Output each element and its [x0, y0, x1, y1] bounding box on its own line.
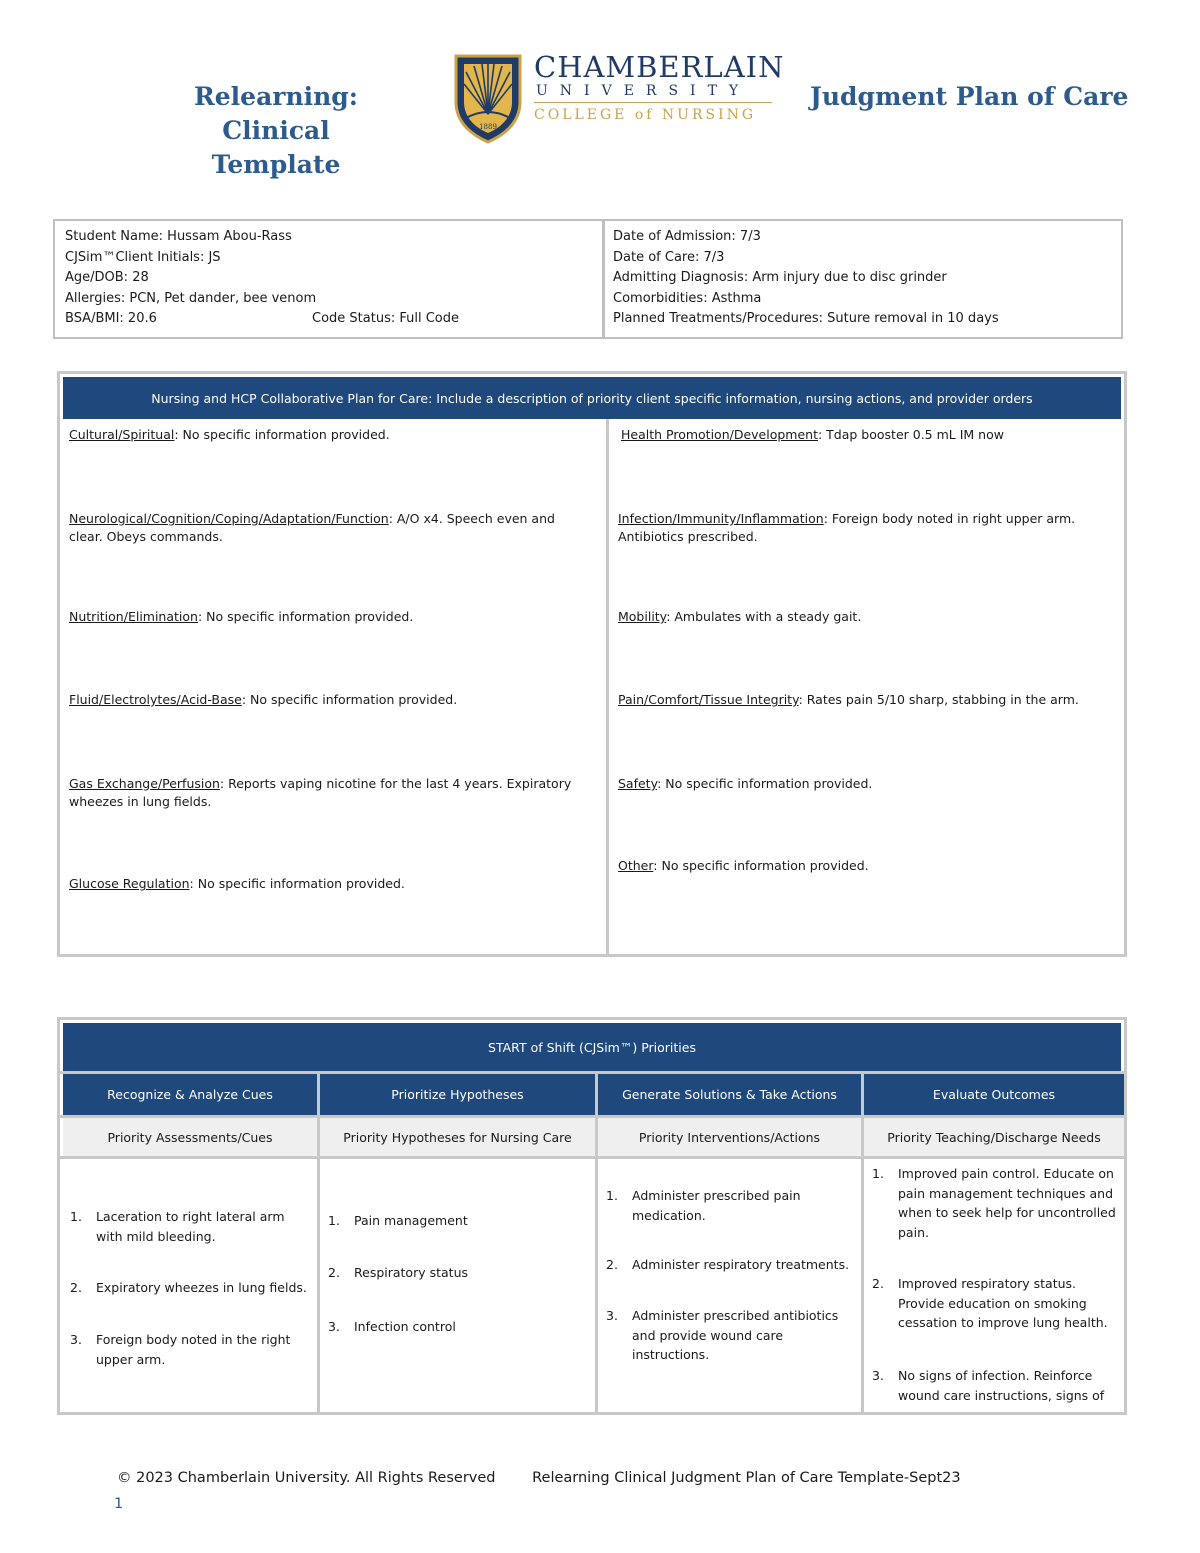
item-number: 2. [70, 1280, 82, 1295]
item-text: : No specific information provided. [241, 692, 458, 707]
title-right: Judgment Plan of Care [810, 82, 1129, 111]
list-item [70, 1278, 310, 1298]
title-left [146, 80, 406, 182]
care-plan-heading: Nursing and HCP Collaborative Plan for Care: Include a description of priority client specific information, nursing actions, and provider orders [63, 377, 1121, 419]
item-label: Glucose Regulation [69, 876, 190, 891]
seal-year: 1889 [479, 123, 497, 131]
item-text: Administer prescribed pain medication. [632, 1188, 801, 1223]
item-number: 3. [70, 1332, 82, 1347]
footer-doc-title: Relearning Clinical Judgment Plan of Care Template-Sept23 [532, 1470, 961, 1486]
comorbidities: Comorbidities: Asthma [613, 290, 762, 306]
list-item [328, 1317, 456, 1337]
list-item [872, 1164, 1122, 1242]
item-text: : No specific information provided. [174, 427, 390, 442]
list-item [606, 1306, 846, 1365]
date-of-care: Date of Care: 7/3 [613, 249, 725, 265]
footer [117, 1470, 961, 1486]
logo-college: COLLEGE of NURSING [534, 107, 757, 123]
neurological [69, 510, 589, 546]
item-text: : No specific information provided. [197, 609, 414, 624]
item-text: : No specific information provided. [657, 776, 873, 791]
col-head-prioritize: Prioritize Hypotheses [320, 1074, 595, 1115]
item-number: 3. [606, 1308, 618, 1323]
item-number: 2. [872, 1276, 884, 1291]
university-seal-icon [452, 52, 524, 144]
pain-comfort [618, 691, 1118, 709]
logo-name: CHAMBERLAIN [534, 50, 785, 84]
item-label: Neurological/Cognition/Coping/Adaptation/Function [69, 511, 389, 526]
col-head-generate: Generate Solutions & Take Actions [598, 1074, 861, 1115]
bsa-bmi: BSA/BMI: 20.6 [65, 311, 157, 326]
shift-priorities-table [57, 1017, 1127, 1415]
student-info-left [65, 227, 595, 330]
item-label: Other [618, 858, 654, 873]
info-divider [602, 221, 605, 337]
col-sub-interventions: Priority Interventions/Actions [598, 1118, 861, 1156]
item-text: Expiratory wheezes in lung fields. [96, 1280, 307, 1295]
item-label: Pain/Comfort/Tissue Integrity [618, 692, 799, 707]
col-divider-2 [595, 1071, 598, 1412]
item-label: Cultural/Spiritual [69, 427, 175, 442]
hypotheses-list [328, 1020, 588, 1415]
list-item [872, 1274, 1122, 1333]
chamberlain-logo [452, 50, 785, 144]
item-text: : No specific information provided. [653, 858, 869, 873]
col-head-recognize: Recognize & Analyze Cues [63, 1074, 317, 1115]
item-text: : A/O x4. Speech even and clear. Obeys commands. [69, 511, 555, 544]
item-label: Fluid/Electrolytes/Acid-Base [69, 692, 242, 707]
list-item [606, 1186, 826, 1225]
student-name: Student Name: Hussam Abou-Rass [65, 229, 292, 244]
title-left-line1: Relearning: Clinical [193, 82, 358, 145]
item-text: Laceration to right lateral arm with mild bleeding. [96, 1209, 285, 1244]
admitting-diagnosis: Admitting Diagnosis: Arm injury due to disc grinder [613, 270, 947, 285]
col-divider-3 [861, 1071, 864, 1412]
item-text: Administer respiratory treatments. [632, 1257, 850, 1272]
infection-immunity [618, 510, 1118, 546]
item-label: Safety [618, 776, 658, 791]
cultural-spiritual [69, 426, 589, 444]
col-sub-teaching: Priority Teaching/Discharge Needs [864, 1118, 1124, 1156]
item-label: Nutrition/Elimination [69, 609, 198, 624]
list-item [328, 1263, 468, 1283]
item-text: Foreign body noted in the right upper arm. [96, 1332, 291, 1367]
page-number: 1 [114, 1496, 124, 1512]
item-text: No signs of infection. Reinforce wound care instructions, signs of [898, 1368, 1105, 1403]
item-text: Improved pain control. Educate on pain management techniques and when to seek help for uncontrolled pain. [898, 1166, 1116, 1240]
logo-university: UNIVERSITY [536, 83, 751, 99]
student-info-box [53, 219, 1123, 339]
item-text: Pain management [354, 1213, 468, 1228]
planned-treatments: Planned Treatments/Procedures: Suture removal in 10 days [613, 311, 999, 326]
item-number: 3. [872, 1368, 884, 1383]
item-number: 3. [328, 1319, 340, 1334]
item-number: 1. [328, 1213, 340, 1228]
collaborative-care-plan [57, 371, 1127, 957]
list-item [70, 1330, 300, 1369]
logo-rule [534, 102, 772, 103]
item-label: Mobility [618, 609, 667, 624]
item-text: : Reports vaping nicotine for the last 4 years. Expiratory wheezes in lung fields. [69, 776, 572, 809]
glucose-regulation [69, 875, 589, 893]
col-sub-hypotheses: Priority Hypotheses for Nursing Care [320, 1118, 595, 1156]
item-number: 2. [606, 1257, 618, 1272]
care-plan-divider [606, 419, 609, 954]
interventions-list [606, 1020, 856, 1415]
item-label: Gas Exchange/Perfusion [69, 776, 220, 791]
item-number: 1. [872, 1166, 884, 1181]
col-sub-assessments: Priority Assessments/Cues [63, 1118, 317, 1156]
item-text: : Ambulates with a steady gait. [666, 609, 862, 624]
title-left-line2: Template [211, 150, 341, 179]
col-head-evaluate: Evaluate Outcomes [864, 1074, 1124, 1115]
health-promotion [621, 426, 1121, 444]
code-status: Code Status: Full Code [312, 311, 459, 326]
col-divider-1 [317, 1071, 320, 1412]
nutrition-elimination [69, 608, 589, 626]
item-text: Infection control [354, 1319, 456, 1334]
list-item [872, 1366, 1122, 1405]
allergies: Allergies: PCN, Pet dander, bee venom [65, 290, 317, 306]
item-text: : Tdap booster 0.5 mL IM now [817, 427, 1004, 442]
footer-copyright: © 2023 Chamberlain University. All Rights Reserved [117, 1470, 496, 1486]
item-label: Health Promotion/Development [621, 427, 818, 442]
item-number: 2. [328, 1265, 340, 1280]
date-of-admission: Date of Admission: 7/3 [613, 229, 761, 244]
item-text: Improved respiratory status. Provide education on smoking cessation to improve lung health. [898, 1276, 1108, 1330]
item-text: Respiratory status [354, 1265, 469, 1280]
item-number: 1. [70, 1209, 82, 1224]
item-label: Infection/Immunity/Inflammation [618, 511, 824, 526]
item-text: : Rates pain 5/10 sharp, stabbing in the arm. [798, 692, 1079, 707]
teaching-list [872, 1020, 1122, 1415]
fluid-electrolytes [69, 691, 589, 709]
bsa-code-row [65, 309, 595, 330]
priorities-heading: START of Shift (CJSim™) Priorities [63, 1023, 1121, 1071]
gas-exchange [69, 775, 589, 811]
other [618, 857, 1118, 875]
student-info-right [613, 227, 1113, 330]
safety [618, 775, 1118, 793]
mobility [618, 608, 1118, 626]
item-text: : No specific information provided. [189, 876, 405, 891]
client-initials: CJSim™Client Initials: JS [65, 249, 221, 265]
age-dob: Age/DOB: 28 [65, 270, 149, 285]
item-number: 1. [606, 1188, 618, 1203]
list-item [606, 1255, 858, 1275]
item-text: Administer prescribed antibiotics and provide wound care instructions. [632, 1308, 839, 1362]
list-item [70, 1207, 300, 1246]
assessment-list [70, 1020, 310, 1415]
list-item [328, 1211, 468, 1231]
item-text: : Foreign body noted in right upper arm. Antibiotics prescribed. [618, 511, 1076, 544]
